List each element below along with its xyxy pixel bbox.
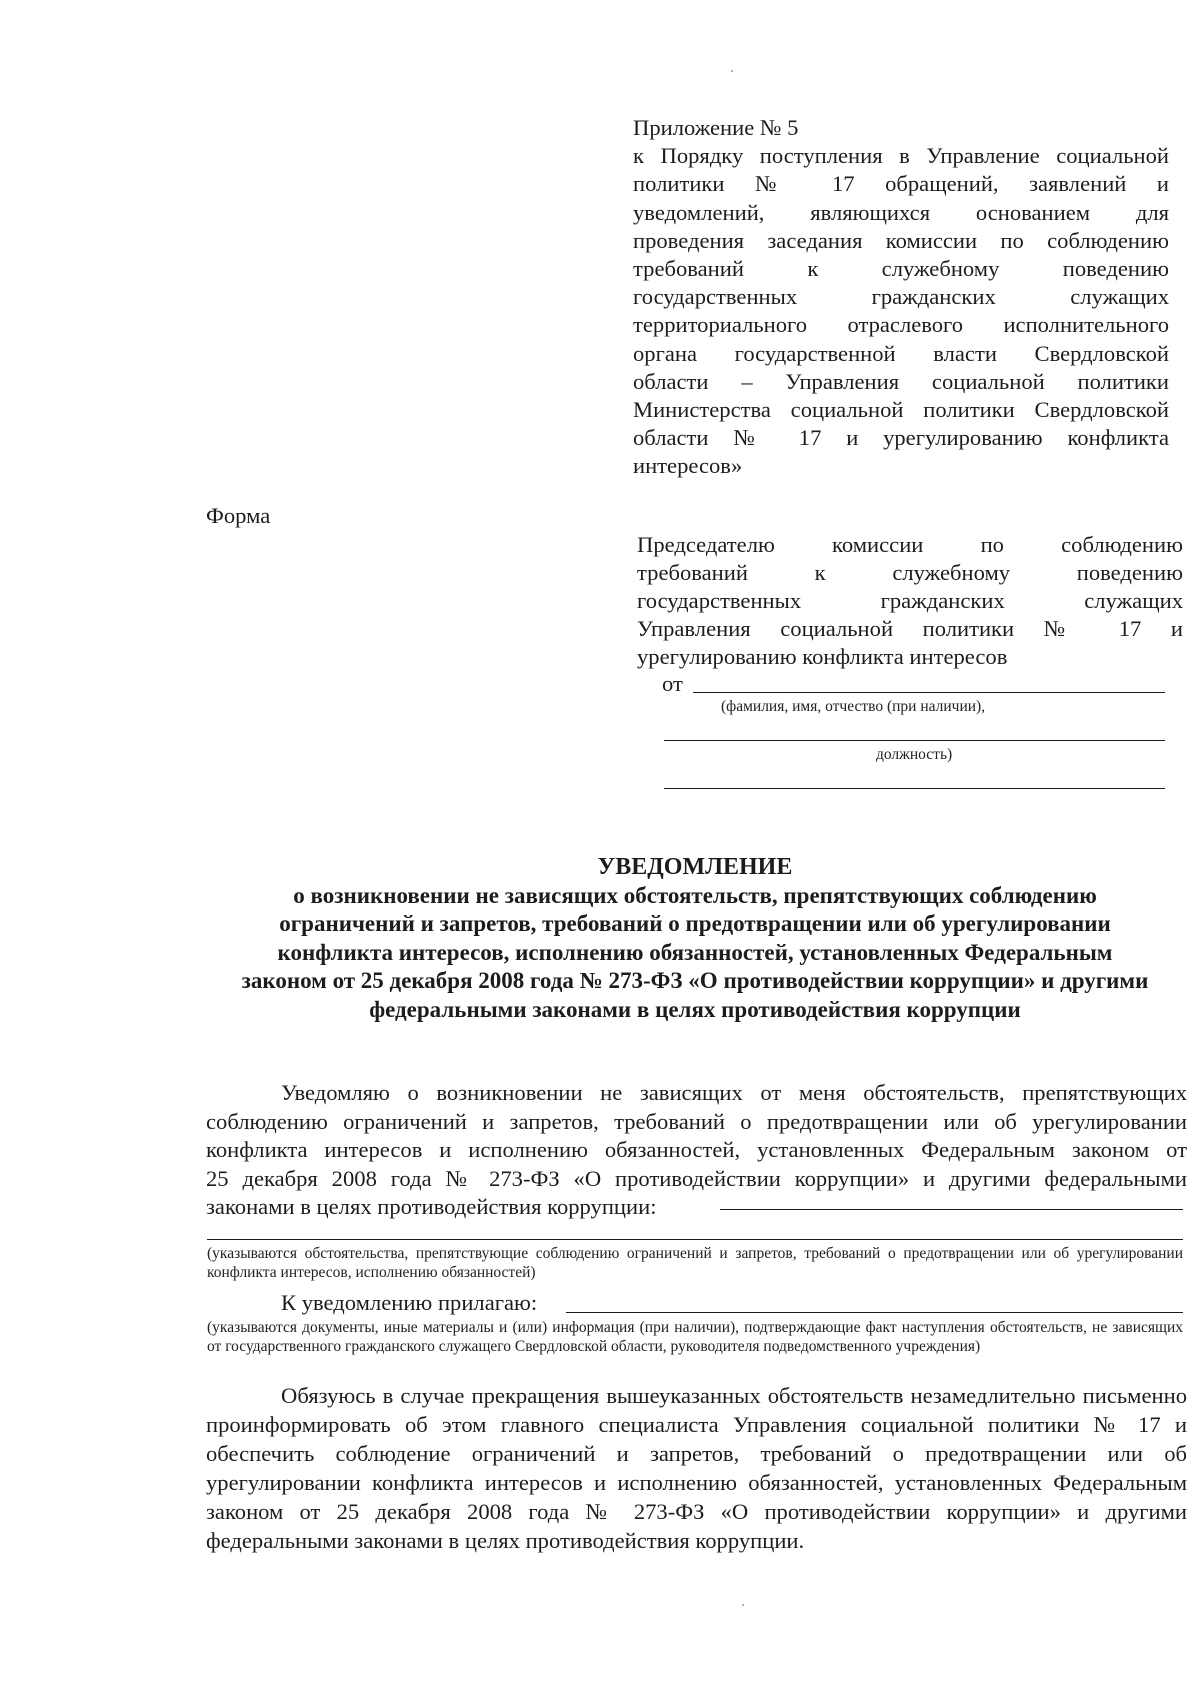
notice-subtitle-line: конфликта интересов, исполнению обязанностей, установленных Федеральным bbox=[277, 939, 1113, 965]
notice-subtitle-line: законом от 25 декабря 2008 года № 273-ФЗ «О противодействии коррупции» и другими bbox=[241, 968, 1149, 994]
attach-label: К уведомлению прилагаю: bbox=[281, 1290, 538, 1315]
annex-line: уведомлений, являющихся основанием для bbox=[633, 199, 1169, 225]
body-line: законами в целях противодействия коррупции: bbox=[206, 1194, 657, 1220]
addressee-line: государственных гражданских служащих bbox=[637, 588, 1183, 613]
position-caption: должность) bbox=[876, 746, 953, 763]
addressee-line: Председателю комиссии по соблюдению bbox=[637, 532, 1183, 557]
annex-line: проведения заседания комиссии по соблюдению bbox=[633, 227, 1169, 253]
annex-text bbox=[633, 142, 1169, 480]
form-label: Форма bbox=[206, 503, 271, 528]
circumstances-field-2[interactable] bbox=[207, 1239, 1183, 1240]
attachments-field[interactable] bbox=[566, 1312, 1183, 1313]
annex-line: требований к служебному поведению bbox=[633, 256, 1169, 282]
body-line: соблюдению ограничений и запретов, требований о предотвращении или об урегулировании bbox=[206, 1108, 1187, 1134]
addressee-block bbox=[637, 531, 1183, 671]
notice-title bbox=[200, 853, 1190, 1025]
annex-line: к Порядку поступления в Управление социальной bbox=[633, 143, 1169, 169]
addressee-line: Управления социальной политики № 17 и bbox=[637, 616, 1183, 641]
annex-title: Приложение № 5 bbox=[633, 115, 799, 140]
notice-body-paragraph-1 bbox=[206, 1079, 1187, 1222]
notice-subtitle-line: федеральными законами в целях противодействия коррупции bbox=[369, 996, 1021, 1022]
scan-speck bbox=[742, 1604, 744, 1606]
position-field[interactable] bbox=[664, 740, 1165, 741]
name-caption: (фамилия, имя, отчество (при наличии), bbox=[721, 698, 986, 715]
annex-line: политики № 17 обращений, заявлений и bbox=[633, 171, 1169, 197]
addressee-line: требований к служебному поведению bbox=[637, 560, 1183, 585]
notice-subtitle-line: ограничений и запретов, требований о предотвращении или об урегулировании bbox=[279, 911, 1111, 937]
body-line: конфликта интересов и исполнению обязанностей, установленных Федеральным законом от bbox=[206, 1137, 1187, 1163]
circumstances-field[interactable] bbox=[720, 1209, 1183, 1210]
scan-speck bbox=[731, 70, 733, 72]
addressee-line: урегулированию конфликта интересов bbox=[637, 644, 1008, 669]
annex-line: государственных гражданских служащих bbox=[633, 284, 1169, 310]
attachments-note: (указываются документы, иные материалы и (или) информация (при наличии), подтверждающие факт наступления обстоятельств, не зависящих от государственного гражданского служащего Свердловской области, руководителя подведомственного учреждения) bbox=[207, 1319, 1183, 1355]
annex-line: Министерства социальной политики Свердловской bbox=[633, 397, 1169, 423]
from-label: от bbox=[662, 671, 683, 696]
notice-body-paragraph-2: Обязуюсь в случае прекращения вышеуказанных обстоятельств незамедлительно письменно проинформировать об этом главного специалиста Управления социальной политики № 17 и обеспечить соблюдение ограничений и запретов, требований о предотвращении или об урегулировании конфликта интересов и исполнению обязанностей, установленных Федеральным законом от 25 декабря 2008 года № 273-ФЗ «О противодействии коррупции» и другими федеральными законами в целях противодействия коррупции. bbox=[206, 1383, 1187, 1553]
notice-subtitle-line: о возникновении не зависящих обстоятельств, препятствующих соблюдению bbox=[293, 882, 1097, 908]
annex-line: области № 17 и урегулированию конфликта bbox=[633, 425, 1169, 451]
annex-line: территориального отраслевого исполнительного bbox=[633, 312, 1169, 338]
from-name-field[interactable] bbox=[693, 692, 1165, 693]
notice-title-main: УВЕДОМЛЕНИЕ bbox=[597, 854, 793, 880]
annex-line: интересов» bbox=[633, 453, 743, 479]
annex-line: органа государственной власти Свердловской bbox=[633, 340, 1169, 366]
extra-field[interactable] bbox=[664, 788, 1165, 789]
circumstances-note: (указываются обстоятельства, препятствующие соблюдению ограничений и запретов, требований о предотвращении или об урегулировании конфликта интересов, исполнению обязанностей) bbox=[207, 1245, 1183, 1281]
body-line: 25 декабря 2008 года № 273-ФЗ «О противодействии коррупции» и другими федеральными bbox=[206, 1165, 1187, 1191]
annex-line: области – Управления социальной политики bbox=[633, 368, 1169, 394]
body-line: Уведомляю о возникновении не зависящих от меня обстоятельств, препятствующих bbox=[281, 1080, 1187, 1105]
annex-block bbox=[633, 114, 1169, 481]
